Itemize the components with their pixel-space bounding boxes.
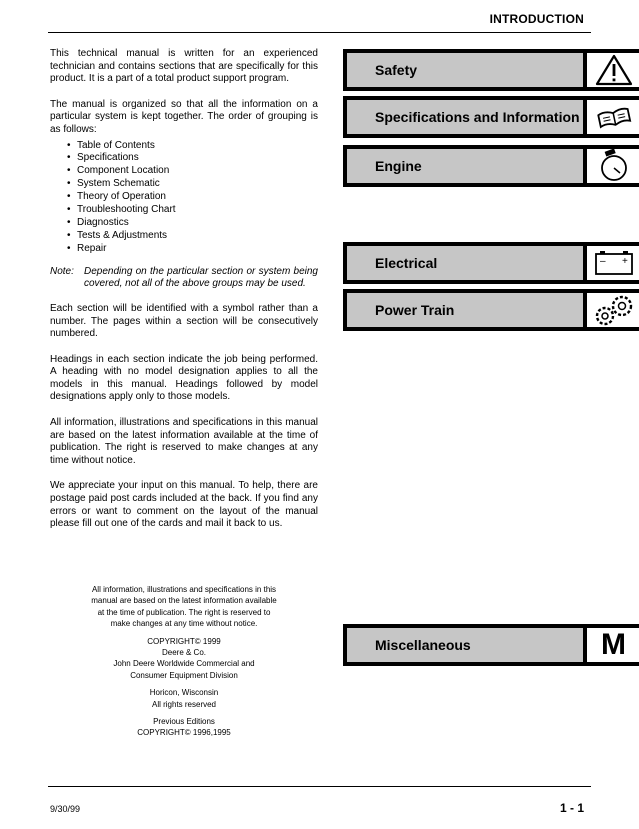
intro-paragraph-2: The manual is organized so that all the information on a particular system is kept together. The order of grouping is as follows: (50, 98, 318, 135)
previous-copyright: COPYRIGHT© 1996,1995 (137, 728, 231, 738)
note (50, 266, 318, 291)
footer-date: 9/30/99 (50, 804, 81, 814)
note-text: Depending on the particular section or system being covered, not all of the above groups may be used. (84, 265, 318, 290)
section-label: Engine (375, 158, 422, 174)
intro-paragraph-5: All information, illustrations and specifications in this manual are based on the latest information available at the time of publication. The right is reserved to make changes at any time without notice. (50, 417, 318, 466)
stopwatch-icon (587, 149, 639, 183)
section-tab-engine[interactable] (343, 145, 639, 187)
copyright-notice: All information, illustrations and specifications in this manual are based on the latest information available at the time of publication. The right is reserved to make changes at any time without notice. (91, 585, 277, 629)
division-line-2: Consumer Equipment Division (130, 670, 238, 680)
section-tab-safety[interactable] (343, 49, 639, 91)
list-item: • Repair (67, 242, 107, 254)
svg-text:–: – (599, 256, 606, 267)
header-rule (48, 32, 591, 33)
page-header-title: INTRODUCTION (489, 12, 584, 26)
rights-reserved: All rights reserved (151, 699, 217, 709)
footer-rule (48, 786, 591, 787)
list-item: • Component Location (67, 165, 170, 177)
copyright-line: COPYRIGHT© 1999 (147, 636, 221, 646)
intro-paragraph-1: This technical manual is written for an experienced technician and contains sections that are specifically for this product. It is a part of a total product support program. (50, 48, 318, 85)
section-label: Specifications and Information (375, 109, 580, 125)
intro-text-column (50, 48, 318, 544)
svg-text:+: + (621, 256, 628, 267)
section-label: Electrical (375, 255, 438, 271)
previous-editions: Previous Editions (153, 717, 215, 727)
list-item: • Troubleshooting Chart (67, 204, 176, 216)
book-icon (587, 100, 639, 134)
section-tab-miscellaneous[interactable] (343, 624, 639, 666)
division-line-1: John Deere Worldwide Commercial and (113, 659, 255, 669)
list-item: • System Schematic (67, 178, 160, 190)
section-tab-specifications[interactable] (343, 96, 639, 138)
company-name: Deere & Co. (161, 648, 207, 658)
intro-paragraph-6: We appreciate your input on this manual. To help, there are postage paid post cards included at the back. If you find any errors or want to comment on the layout of the manual please fill out one of the cards and mail it back to us. (50, 480, 318, 530)
list-item: • Table of Contents (67, 139, 155, 151)
list-item: • Theory of Operation (67, 191, 166, 203)
section-label: Miscellaneous (375, 637, 471, 653)
location: Horicon, Wisconsin (149, 688, 219, 698)
section-label: Power Train (375, 302, 455, 318)
note-label: Note: (50, 265, 74, 277)
intro-paragraph-3: Each section will be identified with a symbol rather than a number. The pages within a section will be consecutively numbered. (50, 302, 318, 340)
list-item: • Diagnostics (67, 217, 129, 228)
list-item: • Tests & Adjustments (67, 229, 168, 241)
copyright-block (90, 584, 278, 739)
page-number: 1 - 1 (559, 801, 584, 815)
warning-triangle-icon (587, 53, 639, 87)
section-label: Safety (375, 62, 418, 78)
section-tab-electrical[interactable] (343, 242, 639, 284)
grouping-list (67, 140, 318, 256)
section-tab-power-train[interactable] (343, 289, 639, 331)
battery-icon (587, 246, 639, 280)
letter-m-icon: M (587, 628, 639, 662)
gears-icon (587, 293, 639, 327)
intro-paragraph-4: Headings in each section indicate the job being performed. A heading with no model designation applies to all the models in this manual. Headings followed by model designations apply only to those models. (50, 353, 318, 403)
list-item: • Specifications (67, 152, 139, 164)
